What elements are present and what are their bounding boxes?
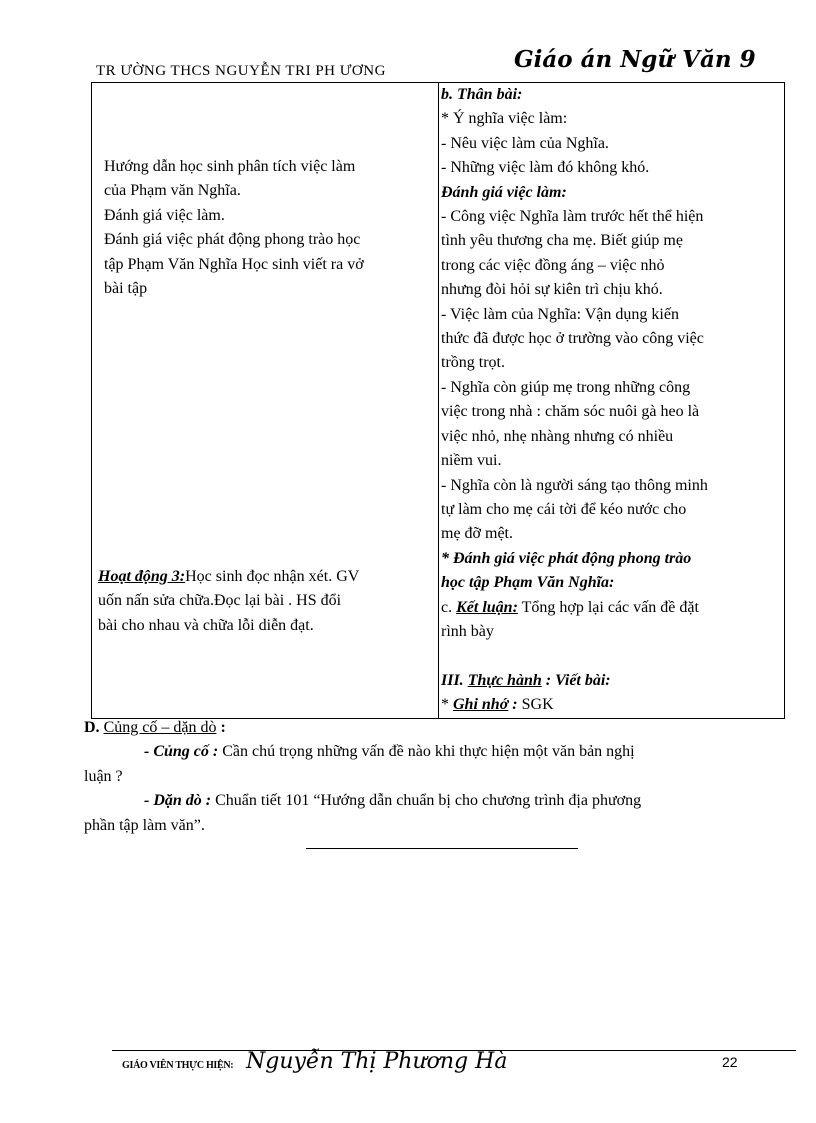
ghi-nho-colon: : <box>508 696 518 714</box>
thuc-hanh-line <box>441 669 782 693</box>
text-line: Đánh giá việc phát động phong trào học <box>104 231 361 249</box>
ket-luan-prefix: c. <box>441 598 457 616</box>
text-line: - Công việc Nghĩa làm trước hết thể hiện <box>441 208 704 226</box>
content-cell <box>439 83 785 719</box>
phong-trao-heading: * Đánh giá việc phát động phong trào <box>441 549 692 567</box>
ket-luan-text: Tổng hợp lại các vấn đề đặt <box>517 598 699 616</box>
text-line: việc nhỏ, nhẹ nhàng nhưng có nhiều <box>441 427 674 445</box>
table-row <box>92 83 785 719</box>
text-line: - Nghĩa còn là người sáng tạo thông minh <box>441 476 708 494</box>
text-line: bài tập <box>104 280 148 298</box>
text-line: phần tập làm văn”. <box>84 816 205 834</box>
section-d-prefix: D. <box>84 719 104 736</box>
lesson-table <box>91 82 785 719</box>
text-line: - Việc làm của Nghĩa: Vận dụng kiến <box>441 305 679 323</box>
section-d-title: Củng cố – dặn dò <box>103 719 217 736</box>
section-d-heading <box>84 716 784 740</box>
cung-co-text: Cần chú trọng những vấn đề nào khi thực hiện một văn bản nghị <box>218 743 635 761</box>
text-line: mẹ đỡ mệt. <box>441 525 513 543</box>
ghi-nho-line <box>441 693 782 717</box>
text-line: trồng trọt. <box>441 354 505 372</box>
section-d-suffix: : <box>216 719 226 736</box>
ket-luan-line <box>441 596 782 620</box>
cung-co-line <box>84 740 784 764</box>
y-nghia-heading: * Ý nghĩa việc làm: <box>441 110 568 128</box>
activity-block-3 <box>98 565 434 638</box>
school-name: TR ƯỜNG THCS NGUYỄN TRI PH ƯƠNG <box>96 63 386 75</box>
activity-3-text: Học sinh đọc nhận xét. GV <box>185 568 360 585</box>
text-line: nhưng đòi hỏi sự kiên trì chịu khó. <box>441 281 663 299</box>
teacher-activity-cell <box>92 83 439 719</box>
dan-do-text: Chuẩn tiết 101 “Hướng dẫn chuẩn bị cho chương trình địa phương <box>211 792 642 810</box>
text-line: của Phạm văn Nghĩa. <box>104 182 241 200</box>
than-bai-heading: b. Thân bài: <box>441 86 523 103</box>
text-line: tình yêu thương cha mẹ. Biết giúp mẹ <box>441 232 683 250</box>
text-line: - Nêu việc làm của Nghĩa. <box>441 134 609 152</box>
document-title: Giáo án Ngữ Văn 9 <box>514 46 756 73</box>
text-line: trong các việc đồng áng – việc nhỏ <box>441 256 665 274</box>
section-d <box>84 716 784 838</box>
text-line: - Những việc làm đó không khó. <box>441 159 650 177</box>
danh-gia-heading: Đánh giá việc làm: <box>441 183 567 201</box>
text-line: uốn nấn sửa chữa.Đọc lại bài . HS đổi <box>98 592 342 610</box>
section-separator <box>306 848 578 849</box>
thuc-hanh-text: : Viết bài: <box>541 671 611 689</box>
text-line: - Nghĩa còn giúp mẹ trong những công <box>441 378 691 396</box>
cung-co-label: - Củng cố : <box>144 743 219 761</box>
text-line: rình bày <box>441 622 494 640</box>
thuc-hanh-prefix: III. <box>441 671 468 689</box>
thuc-hanh-label: Thực hành <box>467 671 542 689</box>
activity-3-label: Hoạt động 3: <box>98 568 186 585</box>
text-line: luận ? <box>84 767 123 785</box>
ghi-nho-prefix: * <box>441 696 453 714</box>
text-line: Đánh giá việc làm. <box>104 206 225 224</box>
text-line: việc trong nhà : chăm sóc nuôi gà heo là <box>441 403 700 421</box>
dan-do-line <box>84 789 784 813</box>
page-number: 22 <box>722 1054 738 1070</box>
ket-luan-label: Kết luận: <box>456 598 518 616</box>
text-line: tập Phạm Văn Nghĩa Học sinh viết ra vở <box>104 255 364 273</box>
text-line: bài cho nhau và chữa lỗi diễn đạt. <box>98 616 314 634</box>
footer-label: GIÁO VIÊN THỰC HIỆN: <box>122 1060 234 1071</box>
ghi-nho-text: SGK <box>517 696 554 714</box>
dan-do-label: - Dặn dò : <box>144 792 212 810</box>
text-line: Hướng dẫn học sinh phân tích việc làm <box>104 158 356 175</box>
teacher-name: Nguyễn Thị Phương Hà <box>246 1049 508 1074</box>
text-line <box>98 565 434 589</box>
phong-trao-heading-cont: học tập Phạm Văn Nghĩa: <box>441 574 615 592</box>
text-line: tự làm cho mẹ cái tời để kéo nước cho <box>441 500 687 518</box>
ghi-nho-label: Ghi nhớ <box>453 696 509 714</box>
text-line: niềm vui. <box>441 452 502 470</box>
text-line: thức đã được học ở trường vào công việc <box>441 330 704 348</box>
blank-line <box>441 644 782 668</box>
activity-block-analysis <box>104 155 434 301</box>
